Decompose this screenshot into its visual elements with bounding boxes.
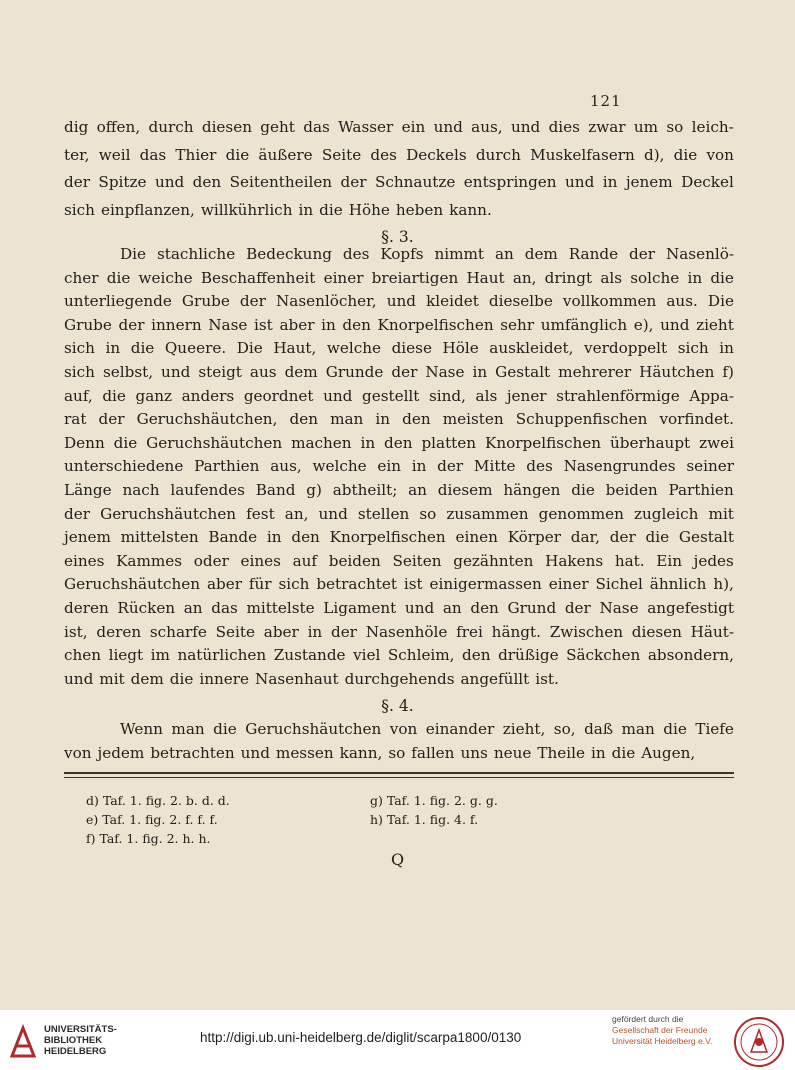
university-seal-icon xyxy=(733,1016,785,1068)
text-line: sich selbst, und steigt aus dem Grunde der Nase in Gestalt mehrerer Häutchen f) xyxy=(64,363,734,381)
text-line: sich in die Queere. Die Haut, welche diese Höle auskleidet, verdoppelt sich in xyxy=(64,339,734,358)
text-line: Länge nach laufendes Band g) abtheilt; an diesem hängen die beiden Parthien xyxy=(64,481,734,499)
footnote-rule-thin xyxy=(64,777,734,778)
text-line: der Spitze und den Seitentheilen der Schnautze entspringen und in jenem Deckel xyxy=(64,173,734,191)
text-line: eines Kammes oder eines auf beiden Seiten gezähnten Hakens hat. Ein jedes xyxy=(64,551,734,570)
text-line: deren Rücken an das mittelste Ligament und an den Grund der Nase angefestigt xyxy=(64,599,734,617)
university-library-logo-icon xyxy=(8,1024,38,1060)
sponsor-intro: gefördert durch die xyxy=(612,1014,684,1024)
library-name-line: UNIVERSITÄTS- xyxy=(44,1024,117,1035)
text-line: chen liegt im natürlichen Zustande viel Schleim, den drüßige Säckchen absondern, xyxy=(64,646,734,665)
text-line: unterschiedene Parthien aus, welche ein in der Mitte des Nasengrundes seiner xyxy=(64,457,734,476)
text-line: auf, die ganz anders geordnet und gestellt sind, als jener strahlenförmige Appa- xyxy=(64,386,734,405)
text-line: Geruchshäutchen aber für sich betrachtet ist einigermassen einer Sichel ähnlich h), xyxy=(64,575,734,594)
signature-mark: Q xyxy=(390,850,405,869)
permalink-url[interactable]: http://digi.ub.uni-heidelberg.de/diglit/scarpa1800/0130 xyxy=(200,1030,522,1045)
text-line: jenem mittelsten Bande in den Knorpelfischen einen Körper dar, der die Gestalt xyxy=(64,528,734,547)
text-line: ter, weil das Thier die äußere Seite des Deckels durch Muskelfasern d), die von xyxy=(64,145,734,164)
text-line: und mit dem die innere Nasenhaut durchgehends angefüllt ist. xyxy=(64,669,559,688)
sponsor-org-line: Universität Heidelberg e.V. xyxy=(612,1036,713,1046)
text-line: Denn die Geruchshäutchen machen in den platten Knorpelfischen überhaupt zwei xyxy=(64,433,734,452)
sponsor-org-line: Gesellschaft der Freunde xyxy=(612,1025,708,1035)
text-line: von jedem betrachten und messen kann, so fallen uns neue Theile in die Augen, xyxy=(64,743,696,762)
library-name xyxy=(44,1024,117,1057)
text-line: Grube der innern Nase ist aber in den Knorpelfischen sehr umfänglich e), und zieht xyxy=(64,315,734,334)
text-line: Die stachliche Bedeckung des Kopfs nimmt an dem Rande der Nasenlö- xyxy=(120,245,734,263)
section-heading-4: §. 4. xyxy=(381,697,414,715)
text-line: der Geruchshäutchen fest an, und stellen so zusammen genommen zugleich mit xyxy=(64,504,734,523)
text-line: dig offen, durch diesen geht das Wasser ein und aus, und dies zwar um so leich- xyxy=(64,118,734,136)
section-heading-3: §. 3. xyxy=(381,228,414,246)
text-line: sich einpflanzen, willkührlich in die Höhe heben kann. xyxy=(64,200,492,219)
text-line: Wenn man die Geruchshäutchen von einander zieht, so, daß man die Tiefe xyxy=(120,720,734,738)
footnote: h) Taf. 1. fig. 4. f. xyxy=(370,812,479,827)
page-number: 121 xyxy=(590,92,622,110)
footnote: f) Taf. 1. fig. 2. h. h. xyxy=(86,831,211,846)
library-name-line: BIBLIOTHEK xyxy=(44,1035,103,1046)
text-line: rat der Geruchshäutchen, den man in den meisten Schuppenfischen vorfindet. xyxy=(64,410,734,429)
footnote-rule xyxy=(64,772,734,774)
sponsor-credit xyxy=(612,1014,712,1047)
text-line: cher die weiche Beschaffenheit einer breiartigen Haut an, dringt als solche in die xyxy=(64,268,734,287)
footnote: e) Taf. 1. fig. 2. f. f. f. xyxy=(86,812,218,827)
footnote: g) Taf. 1. fig. 2. g. g. xyxy=(370,793,498,808)
text-line: ist, deren scharfe Seite aber in der Nasenhöle frei hängt. Zwischen diesen Häut- xyxy=(64,622,734,641)
text-line: unterliegende Grube der Nasenlöcher, und kleidet dieselbe vollkommen aus. Die xyxy=(64,292,734,311)
footnote: d) Taf. 1. fig. 2. b. d. d. xyxy=(86,793,230,808)
library-name-line: HEIDELBERG xyxy=(44,1046,107,1057)
